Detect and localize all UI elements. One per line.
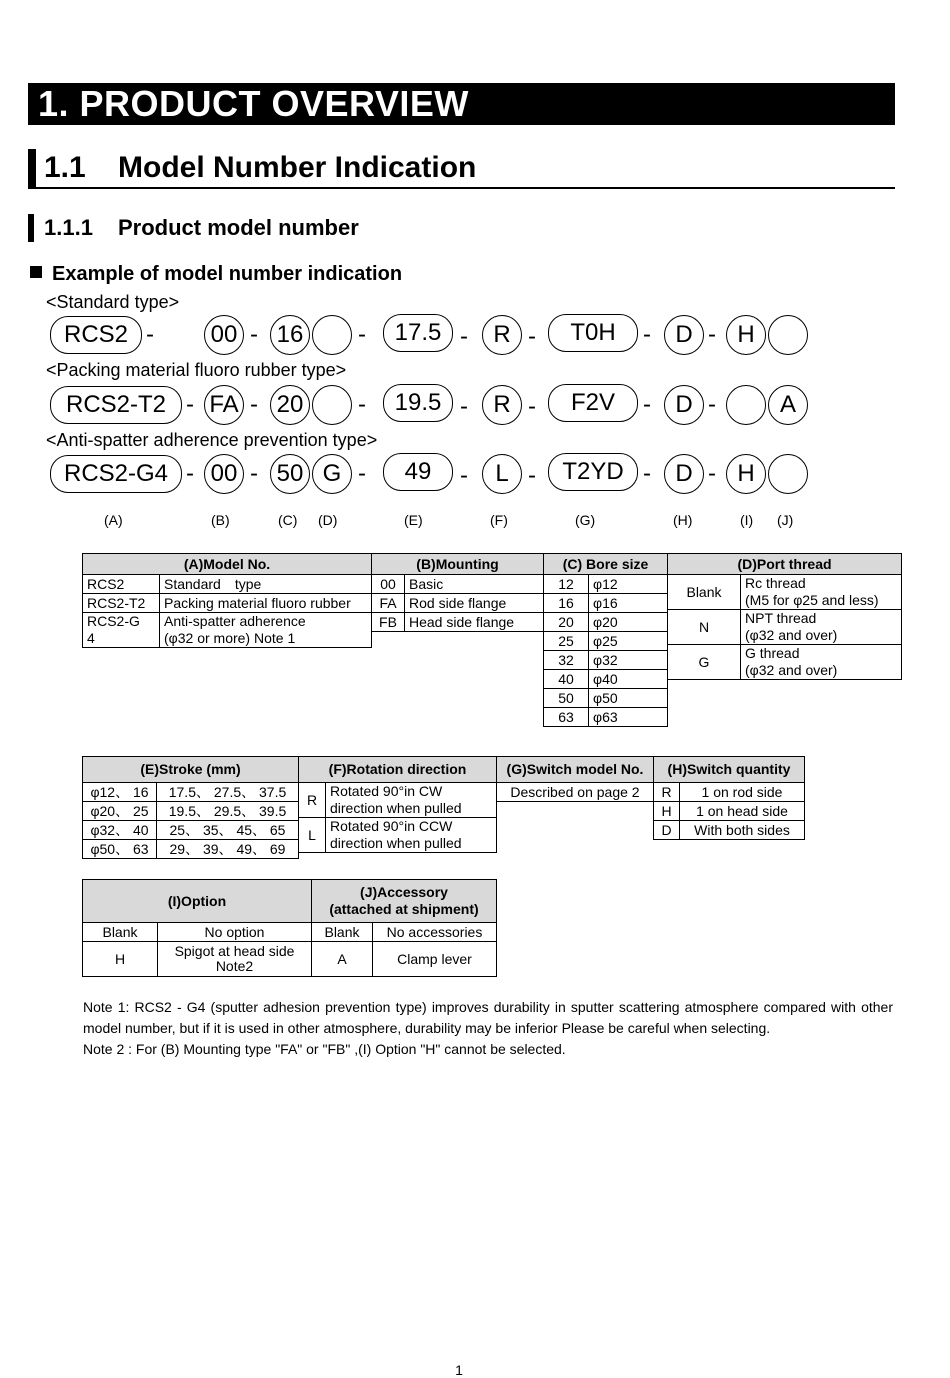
- bore-code: 16: [544, 594, 589, 613]
- note-1: Note 1: RCS2 - G4 (sputter adhesion prevention type) improves durability in sputter scattering atmosphere compared with other model number, but if it is used in other atmosphere, durability may be inferior Please be careful when selecting.: [83, 999, 893, 1036]
- stroke-header: (E)Stroke (mm): [83, 757, 299, 783]
- option-desc-line1: Spigot at head side: [174, 943, 295, 959]
- code-dash: -: [358, 391, 366, 418]
- table-row: [654, 802, 805, 821]
- thread-desc-line2: (M5 for φ25 and less): [745, 592, 879, 608]
- page-number: 1: [455, 1362, 463, 1378]
- option-code: H: [83, 942, 158, 977]
- code-accessory: A: [768, 385, 808, 425]
- rotation-code: R: [299, 783, 326, 818]
- code-dash: -: [146, 321, 154, 348]
- code-bore: 20: [270, 385, 310, 425]
- subsection-heading: [28, 214, 359, 242]
- section-title: Model Number Indication: [118, 151, 477, 184]
- model-no-header: (A)Model No.: [83, 554, 372, 575]
- thread-desc: [741, 645, 902, 680]
- table-row: [544, 708, 668, 727]
- code-accessory: [768, 315, 808, 355]
- switch-quantity-header: (H)Switch quantity: [654, 757, 805, 783]
- bore-value: φ50: [589, 689, 668, 708]
- accessory-code: Blank: [312, 923, 373, 942]
- code-series: RCS2-G4: [50, 455, 182, 493]
- table-row: [83, 613, 372, 648]
- accessory-header-line2: (attached at shipment): [329, 901, 479, 917]
- thread-code: N: [668, 610, 741, 645]
- bore-value: φ20: [589, 613, 668, 632]
- code-switch-qty: D: [664, 315, 704, 355]
- thread-desc-line1: G thread: [745, 645, 800, 661]
- rotation-code: L: [299, 818, 326, 853]
- stroke-bore: φ32、 40: [83, 821, 157, 840]
- table-row: [544, 670, 668, 689]
- bore-size-header: (C) Bore size: [544, 554, 668, 575]
- section-number: 1.1: [44, 151, 86, 184]
- code-stroke: 19.5: [383, 384, 453, 422]
- code-dash: -: [643, 321, 651, 348]
- mounting-code: FB: [372, 613, 405, 632]
- option-desc: No option: [158, 923, 312, 942]
- code-dash: -: [250, 321, 258, 348]
- table-row: [544, 575, 668, 594]
- table-row: [83, 575, 372, 594]
- bore-value: φ63: [589, 708, 668, 727]
- thread-desc: [741, 575, 902, 610]
- bore-code: 32: [544, 651, 589, 670]
- thread-desc-line2: (φ32 and over): [745, 627, 838, 643]
- model-desc: Packing material fluoro rubber: [160, 594, 372, 613]
- code-port-thread: [312, 385, 352, 425]
- subsection-title: Product model number: [118, 215, 359, 240]
- bore-code: 63: [544, 708, 589, 727]
- bore-code: 12: [544, 575, 589, 594]
- quantity-desc: With both sides: [680, 821, 805, 840]
- letter-h: (H): [673, 512, 693, 528]
- code-rotation: L: [482, 454, 522, 494]
- rotation-desc: [326, 818, 497, 853]
- mounting-desc: Rod side flange: [405, 594, 544, 613]
- code-option: H: [726, 454, 766, 494]
- rotation-desc-line1: Rotated 90°in CW: [330, 783, 443, 799]
- code-stroke: 17.5: [383, 314, 453, 352]
- letter-e: (E): [404, 512, 423, 528]
- code-port-thread: G: [312, 454, 352, 494]
- stroke-bore: φ20、 25: [83, 802, 157, 821]
- letter-i: (I): [740, 512, 754, 528]
- code-port-thread: [312, 315, 352, 355]
- code-dash: -: [358, 460, 366, 487]
- table-row: [668, 575, 902, 610]
- code-mounting: 00: [204, 315, 244, 355]
- quantity-code: R: [654, 783, 680, 802]
- code-dash: -: [643, 391, 651, 418]
- letter-b: (B): [211, 512, 230, 528]
- thread-code: G: [668, 645, 741, 680]
- code-dash: -: [250, 460, 258, 487]
- model-desc: Standard type: [160, 575, 372, 594]
- stroke-values: 17.5、 27.5、 37.5: [157, 783, 299, 802]
- note-2: Note 2 : For (B) Mounting type "FA" or "FB" ,(I) Option "H" cannot be selected.: [83, 1041, 566, 1057]
- thread-desc-line1: Rc thread: [745, 575, 806, 591]
- code-mounting: 00: [204, 454, 244, 494]
- code-series: RCS2: [50, 316, 142, 354]
- thread-desc-line1: NPT thread: [745, 610, 817, 626]
- bore-code: 20: [544, 613, 589, 632]
- code-dash: -: [250, 391, 258, 418]
- accessory-header-line1: (J)Accessory: [360, 884, 448, 900]
- stroke-values: 19.5、 29.5、 39.5: [157, 802, 299, 821]
- table-row: [544, 613, 668, 632]
- code-switch: T0H: [548, 314, 638, 352]
- bore-value: φ12: [589, 575, 668, 594]
- option-accessory-table: [82, 879, 497, 977]
- bore-value: φ16: [589, 594, 668, 613]
- bore-value: φ25: [589, 632, 668, 651]
- model-desc: Anti-spatter adherence (φ32 or more) Note 1: [160, 613, 372, 648]
- code-dash: -: [358, 321, 366, 348]
- rotation-desc-line1: Rotated 90°in CCW: [330, 818, 453, 834]
- accessory-desc: No accessories: [373, 923, 497, 942]
- model-no-table: [82, 553, 372, 648]
- rotation-table: [298, 756, 497, 853]
- notes: [83, 997, 893, 1060]
- bore-value: φ40: [589, 670, 668, 689]
- letter-c: (C): [278, 512, 298, 528]
- letter-j: (J): [777, 512, 794, 528]
- bore-code: 50: [544, 689, 589, 708]
- table-row: [544, 632, 668, 651]
- table-row: [83, 802, 299, 821]
- switch-quantity-table: [653, 756, 805, 840]
- example-heading: [30, 261, 402, 287]
- code-dash: -: [708, 321, 716, 348]
- section-heading: [28, 149, 895, 189]
- rotation-desc: [326, 783, 497, 818]
- code-mounting: FA: [204, 385, 244, 425]
- table-row: [668, 610, 902, 645]
- code-switch-qty: D: [664, 454, 704, 494]
- accessory-header: [312, 880, 497, 923]
- code-dash: -: [708, 391, 716, 418]
- option-header: (I)Option: [83, 880, 312, 923]
- table-row: [83, 594, 372, 613]
- port-thread-header: (D)Port thread: [668, 554, 902, 575]
- table-row: [83, 840, 299, 859]
- stroke-bore: φ50、 63: [83, 840, 157, 859]
- letter-f: (F): [490, 512, 508, 528]
- rotation-desc-line2: direction when pulled: [330, 800, 462, 816]
- letter-d: (D): [318, 512, 338, 528]
- table-row: [299, 783, 497, 818]
- mounting-code: 00: [372, 575, 405, 594]
- fluoro-type-label: <Packing material fluoro rubber type>: [46, 360, 347, 380]
- table-row: [372, 594, 544, 613]
- accessory-desc: Clamp lever: [373, 942, 497, 977]
- spatter-type-label: <Anti-spatter adherence prevention type>: [46, 430, 378, 450]
- table-row: [654, 783, 805, 802]
- example-heading-text: Example of model number indication: [52, 263, 403, 285]
- mounting-code: FA: [372, 594, 405, 613]
- table-row: [83, 923, 497, 942]
- code-rotation: R: [482, 385, 522, 425]
- stroke-values: 25、 35、 45、 65: [157, 821, 299, 840]
- quantity-code: H: [654, 802, 680, 821]
- code-dash: -: [528, 393, 536, 420]
- code-dash: -: [186, 460, 194, 487]
- switch-model-value: Described on page 2: [497, 783, 654, 802]
- code-dash: -: [460, 323, 468, 350]
- quantity-code: D: [654, 821, 680, 840]
- stroke-values: 29、 39、 49、 69: [157, 840, 299, 859]
- table-row: [83, 821, 299, 840]
- code-series: RCS2-T2: [50, 386, 182, 424]
- table-row: [544, 689, 668, 708]
- standard-type-label: <Standard type>: [46, 292, 180, 312]
- thread-code: Blank: [668, 575, 741, 610]
- rotation-desc-line2: direction when pulled: [330, 835, 462, 851]
- rotation-header: (F)Rotation direction: [299, 757, 497, 783]
- table-row: [668, 645, 902, 680]
- code-bore: 16: [270, 315, 310, 355]
- option-desc: [158, 942, 312, 977]
- quantity-desc: 1 on rod side: [680, 783, 805, 802]
- code-rotation: R: [482, 315, 522, 355]
- table-row: [372, 613, 544, 632]
- code-switch-qty: D: [664, 385, 704, 425]
- model-code: RCS2-T2: [83, 594, 160, 613]
- table-row: [544, 594, 668, 613]
- code-dash: -: [528, 323, 536, 350]
- thread-desc: [741, 610, 902, 645]
- code-switch: F2V: [548, 384, 638, 422]
- model-code: RCS2-G 4: [83, 613, 160, 648]
- mounting-desc: Head side flange: [405, 613, 544, 632]
- table-row: [497, 783, 654, 802]
- code-dash: -: [708, 460, 716, 487]
- table-row: [544, 651, 668, 670]
- code-dash: -: [460, 393, 468, 420]
- bore-size-table: [543, 553, 668, 727]
- option-code: Blank: [83, 923, 158, 942]
- thread-desc-line2: (φ32 and over): [745, 662, 838, 678]
- mounting-desc: Basic: [405, 575, 544, 594]
- switch-model-table: [496, 756, 654, 802]
- code-dash: -: [643, 460, 651, 487]
- code-dash: -: [528, 462, 536, 489]
- letter-g: (G): [575, 512, 596, 528]
- code-dash: -: [186, 391, 194, 418]
- accessory-code: A: [312, 942, 373, 977]
- code-dash: -: [460, 462, 468, 489]
- square-bullet-icon: [30, 266, 42, 278]
- subsection-number: 1.1.1: [44, 215, 93, 240]
- model-code: RCS2: [83, 575, 160, 594]
- switch-model-header: (G)Switch model No.: [497, 757, 654, 783]
- letter-a: (A): [104, 512, 123, 528]
- quantity-desc: 1 on head side: [680, 802, 805, 821]
- mounting-table: [371, 553, 544, 632]
- table-row: [83, 783, 299, 802]
- port-thread-table: [667, 553, 902, 680]
- code-bore: 50: [270, 454, 310, 494]
- code-stroke: 49: [383, 453, 453, 491]
- chapter-heading: 1. PRODUCT OVERVIEW: [28, 83, 895, 125]
- code-option: H: [726, 315, 766, 355]
- table-row: [654, 821, 805, 840]
- code-accessory: [768, 454, 808, 494]
- stroke-table: [82, 756, 299, 859]
- bore-code: 25: [544, 632, 589, 651]
- code-switch: T2YD: [548, 453, 638, 491]
- table-row: [372, 575, 544, 594]
- stroke-bore: φ12、 16: [83, 783, 157, 802]
- bore-code: 40: [544, 670, 589, 689]
- table-row: [83, 942, 497, 977]
- bore-value: φ32: [589, 651, 668, 670]
- option-desc-line2: Note2: [215, 958, 254, 974]
- code-option: [726, 385, 766, 425]
- table-row: [299, 818, 497, 853]
- mounting-header: (B)Mounting: [372, 554, 544, 575]
